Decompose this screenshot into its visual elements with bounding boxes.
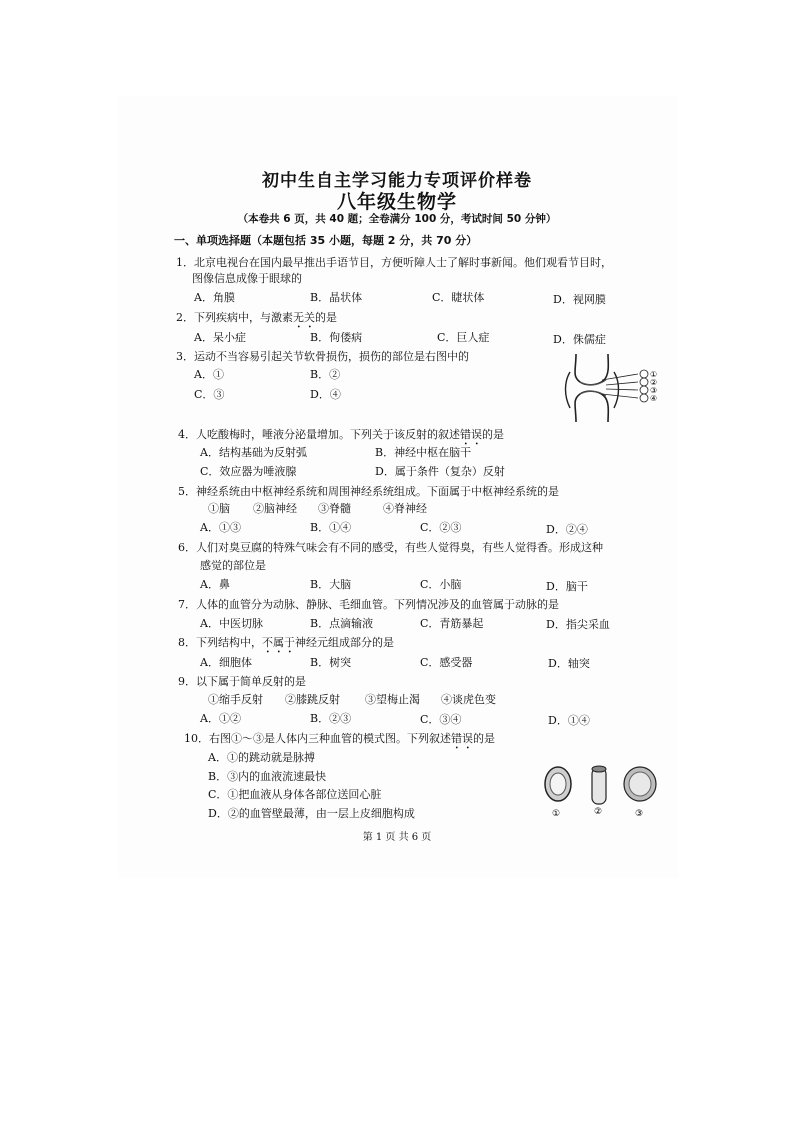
q1-option-a: A．角膜 — [194, 291, 235, 304]
q8-option-d: D．轴突 — [548, 657, 590, 670]
knee-joint-figure — [562, 352, 662, 424]
q2-stem-post: 的是 — [315, 311, 337, 324]
q7-stem: 7．人体的血管分为动脉、静脉、毛细血管。下列情况涉及的血管属于动脉的是 — [178, 598, 559, 611]
q7-option-a: A．中医切脉 — [200, 617, 263, 630]
q5-item-4: ④脊神经 — [383, 502, 427, 515]
q9-item-3: ③望梅止渴 — [365, 693, 420, 706]
q5-option-c: C．②③ — [420, 521, 462, 534]
q9-option-b: B．②③ — [310, 712, 352, 725]
q2-stem-pre: 2．下列疾病中，与激素 — [176, 311, 293, 324]
q5-option-b: B．①④ — [310, 521, 352, 534]
q1-stem-line1: 1．北京电视台在国内最早推出手语节目，方便听障人士了解时事新闻。他们观看节目时， — [176, 256, 612, 269]
exam-title: 初中生自主学习能力专项评价样卷 — [262, 171, 532, 191]
q4-option-b: B．神经中枢在脑干 — [375, 446, 472, 459]
q2-option-b: B．佝偻病 — [310, 331, 363, 344]
q5-option-d: D．②④ — [546, 523, 588, 536]
pointer-line-2 — [606, 382, 638, 385]
figure-label-1: ① — [650, 370, 658, 379]
q2-stem-emphasis: 无关 — [293, 311, 315, 324]
q10-option-b: B．③内的血液流速最快 — [208, 770, 327, 783]
q3-option-c: C．③ — [194, 388, 225, 401]
q4-stem-pre: 4．人吃酸梅时，唾液分泌量增加。下列关于该反射的叙述 — [178, 428, 460, 441]
q10-stem-post: 的是 — [473, 732, 495, 745]
q8-option-b: B．树突 — [310, 656, 352, 669]
figure-label-4-circle — [640, 394, 648, 402]
tibia-outline — [575, 391, 608, 422]
q8-option-c: C．感受器 — [420, 656, 473, 669]
q10-option-a: A．①的跳动就是脉搏 — [208, 751, 315, 764]
q1-stem-line2: 图像信息成像于眼球的 — [192, 272, 302, 285]
vessel-3-lumen — [629, 772, 651, 796]
vessel-1-lumen — [550, 773, 566, 795]
blood-vessel-figure — [540, 760, 666, 820]
q4-option-a: A．结构基础为反射弧 — [200, 446, 307, 459]
q9-item-1: ①缩手反射 — [208, 693, 263, 706]
page-footer: 第 1 页 共 6 页 — [362, 832, 432, 843]
q10-option-c: C．①把血液从身体各部位送回心脏 — [208, 788, 382, 801]
q8-option-a: A．细胞体 — [200, 656, 252, 669]
q7-option-c: C．青筋暴起 — [420, 617, 484, 630]
q8-stem-emphasis: 不属于 — [262, 636, 295, 649]
q9-option-d: D．①④ — [548, 714, 590, 727]
q9-option-c: C．③④ — [420, 713, 462, 726]
q6-option-b: B．大脑 — [310, 578, 352, 591]
q2-stem — [176, 311, 337, 331]
q3-option-a: A．① — [194, 368, 224, 381]
q6-option-a: A．鼻 — [200, 578, 230, 591]
joint-capsule-left — [566, 372, 571, 408]
q9-item-2: ②膝跳反射 — [285, 693, 340, 706]
q9-option-a: A．①② — [200, 712, 241, 725]
vessel-2-body — [592, 768, 606, 804]
q10-stem-emphasis: 错误 — [451, 732, 473, 745]
vessel-label-1: ① — [552, 809, 561, 819]
vessel-label-2: ② — [594, 807, 603, 817]
q10-stem — [184, 732, 495, 752]
q8-stem-pre: 8．下列结构中， — [178, 636, 262, 649]
figure-label-3: ③ — [650, 386, 658, 395]
q6-stem-line1: 6．人们对臭豆腐的特殊气味会有不同的感受，有些人觉得臭，有些人觉得香。形成这种 — [178, 541, 603, 554]
q2-option-c: C．巨人症 — [437, 331, 490, 344]
q5-item-1: ①脑 — [208, 502, 230, 515]
q4-stem-post: 的是 — [482, 428, 504, 441]
exam-info: （本卷共 6 页，共 40 题；全卷满分 100 分，考试时间 50 分钟） — [237, 213, 557, 225]
q1-option-d: D．视网膜 — [553, 293, 606, 306]
q6-option-d: D．脑干 — [546, 580, 588, 593]
q9-item-4: ④谈虎色变 — [441, 693, 496, 706]
q4-option-d: D．属于条件（复杂）反射 — [375, 465, 505, 478]
pointer-line-3 — [606, 389, 638, 390]
q4-stem-emphasis: 错误 — [460, 428, 482, 441]
q2-option-d: D．侏儒症 — [553, 333, 606, 346]
q7-option-b: B．点滴输液 — [310, 617, 374, 630]
q9-stem: 9．以下属于简单反射的是 — [178, 675, 306, 688]
q1-option-b: B．晶状体 — [310, 291, 363, 304]
q5-item-3: ③脊髓 — [318, 502, 351, 515]
q5-item-2: ②脑神经 — [253, 502, 297, 515]
figure-label-1-circle — [640, 370, 648, 378]
q3-option-d: D．④ — [310, 388, 341, 401]
q1-option-c: C．睫状体 — [432, 291, 485, 304]
q10-option-d: D．②的血管壁最薄，由一层上皮细胞构成 — [208, 807, 415, 820]
section-title: 一、单项选择题（本题包括 35 小题，每题 2 分，共 70 分） — [174, 234, 478, 247]
figure-label-3-circle — [640, 386, 648, 394]
figure-label-2-circle — [640, 378, 648, 386]
figure-label-4: ④ — [650, 394, 658, 403]
q4-option-c: C．效应器为唾液腺 — [200, 465, 297, 478]
q10-stem-pre: 10．右图①～③是人体内三种血管的模式图。下列叙述 — [184, 732, 451, 745]
q5-option-a: A．①③ — [200, 521, 241, 534]
q4-stem — [178, 428, 504, 448]
vessel-2-opening — [592, 766, 606, 772]
figure-label-2: ② — [650, 378, 658, 387]
q8-stem — [178, 636, 394, 656]
q7-option-d: D．指尖采血 — [546, 618, 610, 631]
q2-option-a: A．呆小症 — [194, 331, 246, 344]
q5-stem: 5．神经系统由中枢神经系统和周围神经系统组成。下面属于中枢神经系统的是 — [178, 485, 559, 498]
pointer-line-4 — [602, 394, 638, 398]
q3-option-b: B．② — [310, 368, 341, 381]
q8-stem-post: 神经元组成部分的是 — [295, 636, 394, 649]
vessel-label-3: ③ — [635, 809, 644, 819]
q3-stem: 3．运动不当容易引起关节软骨损伤，损伤的部位是右图中的 — [176, 350, 469, 363]
q6-option-c: C．小脑 — [420, 578, 462, 591]
exam-subject: 八年级生物学 — [336, 191, 457, 213]
q6-stem-line2: 感觉的部位是 — [200, 559, 266, 572]
